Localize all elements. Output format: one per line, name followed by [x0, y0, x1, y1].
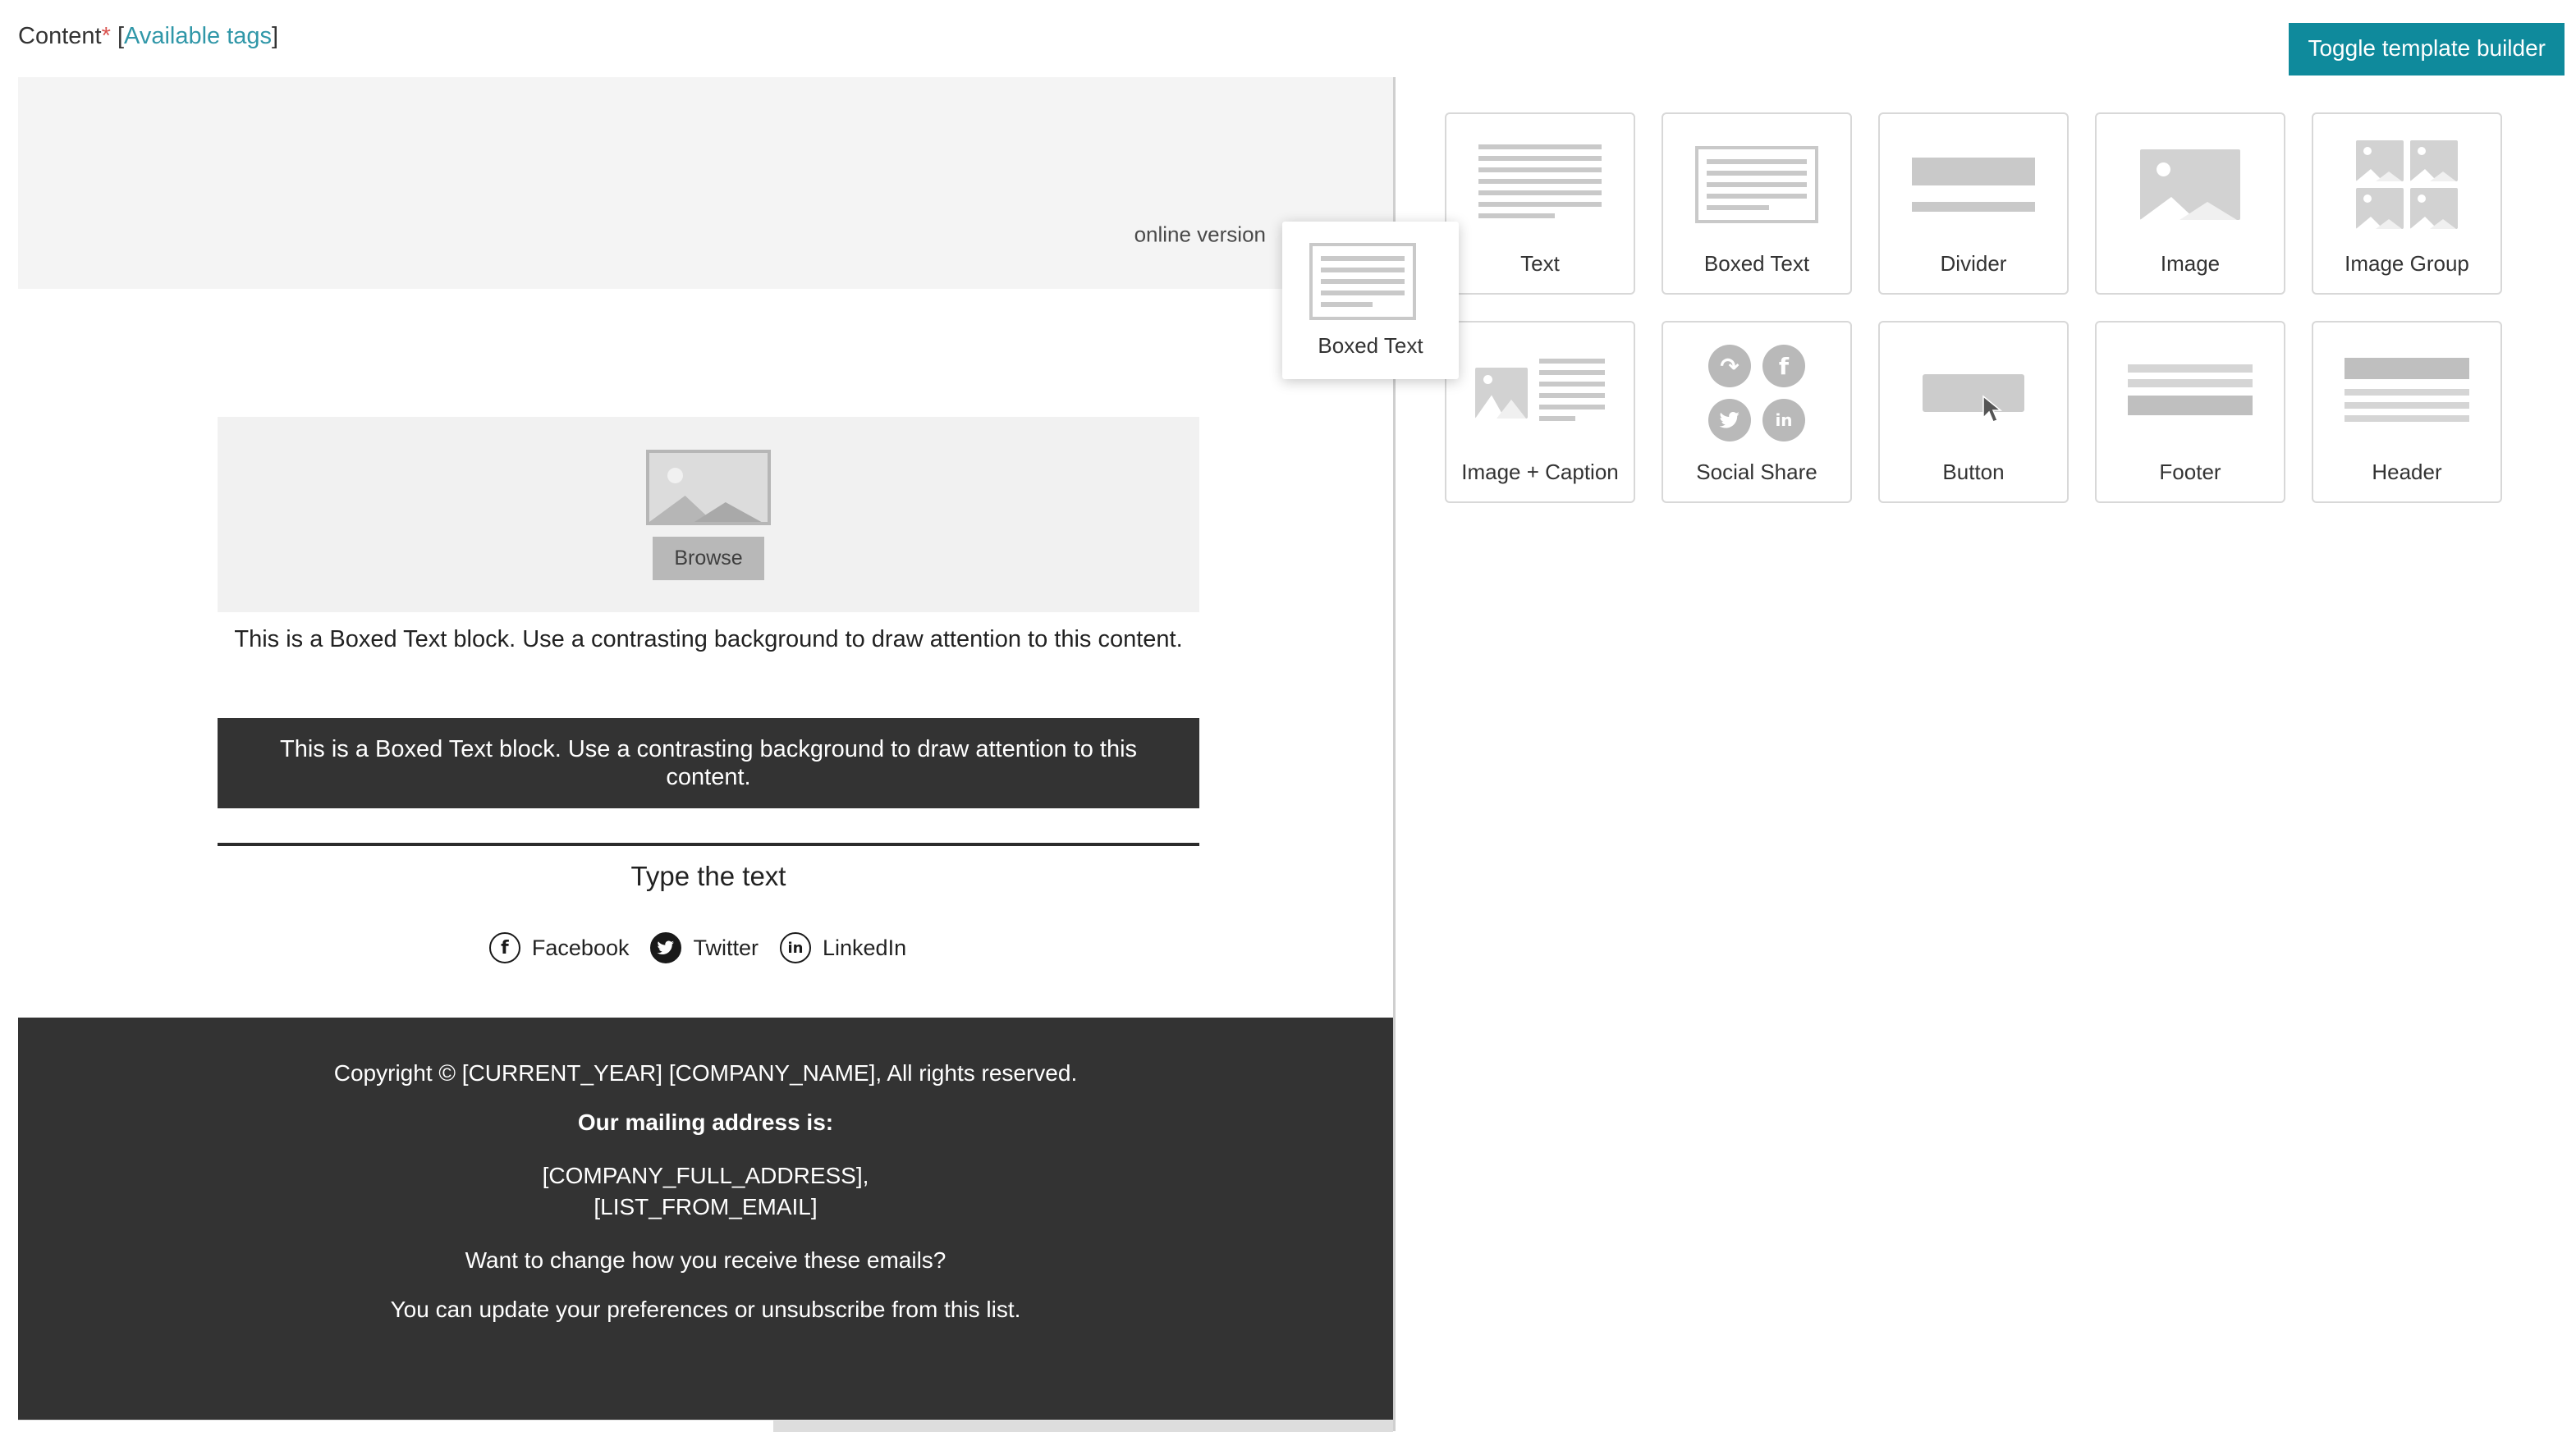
- palette-tile-label: Image + Caption: [1461, 460, 1619, 484]
- palette-tile-label: Button: [1942, 460, 2005, 484]
- image-block-icon: [2120, 135, 2261, 234]
- palette-tile-social-share[interactable]: [1662, 321, 1852, 503]
- text-block-icon: [1469, 135, 1611, 234]
- footer-block[interactable]: [18, 1018, 1393, 1420]
- required-marker: *: [101, 23, 111, 49]
- social-item-twitter[interactable]: [650, 932, 780, 963]
- linkedin-icon: in: [780, 932, 811, 963]
- image-placeholder-icon: [646, 450, 771, 525]
- boxed-text-block[interactable]: This is a Boxed Text block. Use a contrasting background to draw attention to this content.: [218, 718, 1199, 808]
- footer-mailing-heading: Our mailing address is:: [577, 1109, 834, 1135]
- palette-tile-header[interactable]: [2312, 321, 2502, 503]
- facebook-icon: f: [1762, 345, 1805, 387]
- footer-address-line-1: [COMPANY_FULL_ADDRESS],: [542, 1163, 869, 1188]
- available-tags-link[interactable]: Available tags: [124, 23, 273, 49]
- social-share-block-icon: [1686, 344, 1827, 442]
- share-icon: ↷: [1708, 345, 1751, 387]
- palette-tile-label: Image Group: [2345, 251, 2469, 276]
- palette-tile-boxed-text[interactable]: [1662, 112, 1852, 295]
- palette-tile-image-group[interactable]: [2312, 112, 2502, 295]
- toolbar: [0, 0, 2576, 77]
- preheader-section[interactable]: [18, 77, 1393, 289]
- toggle-template-builder-button[interactable]: Toggle template builder: [2289, 23, 2565, 75]
- content-label-text: Content: [18, 23, 102, 49]
- image-group-block-icon: [2336, 135, 2477, 234]
- bracket-close: ]: [272, 23, 279, 49]
- palette-tile-label: Image: [2160, 251, 2221, 276]
- palette-tile-label: Boxed Text: [1703, 251, 1810, 276]
- divider-block[interactable]: [218, 843, 1199, 846]
- email-body-section: [18, 289, 1393, 1018]
- footer-unsubscribe[interactable]: You can update your preferences or unsubscribe from this list.: [390, 1296, 1021, 1322]
- social-share-block[interactable]: [218, 932, 1199, 963]
- cursor-icon: [1982, 395, 2003, 424]
- browse-button[interactable]: Browse: [653, 537, 763, 580]
- palette-tile-image[interactable]: [2095, 112, 2285, 295]
- button-block-text[interactable]: Type the text: [630, 861, 786, 891]
- text-block[interactable]: This is a Boxed Text block. Use a contrasting background to draw attention to this content.: [234, 626, 1183, 652]
- header-block-icon: [2336, 344, 2477, 442]
- footer-address: [18, 1160, 1393, 1223]
- palette-tile-button[interactable]: [1878, 321, 2069, 503]
- email-preview-canvas[interactable]: [18, 77, 1396, 1431]
- boxed-text-block-icon: [1686, 135, 1827, 234]
- image-caption-block-icon: [1469, 344, 1611, 442]
- linkedin-icon: in: [1762, 399, 1805, 441]
- drag-ghost-boxed-text[interactable]: [1282, 222, 1459, 379]
- palette-tile-text[interactable]: [1445, 112, 1635, 295]
- social-label-twitter: Twitter: [693, 935, 759, 960]
- palette-tile-label: Header: [2372, 460, 2442, 484]
- footer-copyright: Copyright © [CURRENT_YEAR] [COMPANY_NAME], All rights reserved.: [333, 1060, 1078, 1086]
- social-item-linkedin[interactable]: [780, 932, 928, 963]
- content-field-label: [18, 23, 278, 50]
- template-builder-panel: [1398, 77, 2576, 1431]
- image-block[interactable]: [218, 417, 1199, 612]
- bracket-open: [: [117, 23, 124, 49]
- social-label-facebook: Facebook: [531, 935, 630, 960]
- divider-block-icon: [1903, 135, 2044, 234]
- button-block-icon: [1903, 344, 2044, 442]
- palette-tile-label: Footer: [2159, 460, 2221, 484]
- palette-tile-divider[interactable]: [1878, 112, 2069, 295]
- online-version-link[interactable]: online version: [1134, 222, 1266, 247]
- twitter-icon: [1708, 399, 1751, 441]
- palette-tile-image-caption[interactable]: [1445, 321, 1635, 503]
- footer-address-line-2: [LIST_FROM_EMAIL]: [594, 1193, 818, 1219]
- palette-tile-footer[interactable]: [2095, 321, 2285, 503]
- twitter-icon: [650, 932, 681, 963]
- palette-tile-label: Divider: [1940, 251, 2007, 276]
- social-item-facebook[interactable]: [489, 932, 651, 963]
- footer-change-preferences: Want to change how you receive these emails?: [465, 1247, 947, 1273]
- block-palette-grid: [1445, 112, 2502, 503]
- canvas-bottom-strip: [18, 1420, 1393, 1431]
- palette-tile-label: Text: [1520, 251, 1560, 276]
- facebook-icon: f: [489, 932, 520, 963]
- boxed-text-block-icon: [1309, 243, 1432, 320]
- social-label-linkedin: LinkedIn: [823, 935, 907, 960]
- palette-tile-label: Social Share: [1696, 460, 1817, 484]
- drag-ghost-label: Boxed Text: [1318, 333, 1423, 358]
- footer-block-icon: [2120, 344, 2261, 442]
